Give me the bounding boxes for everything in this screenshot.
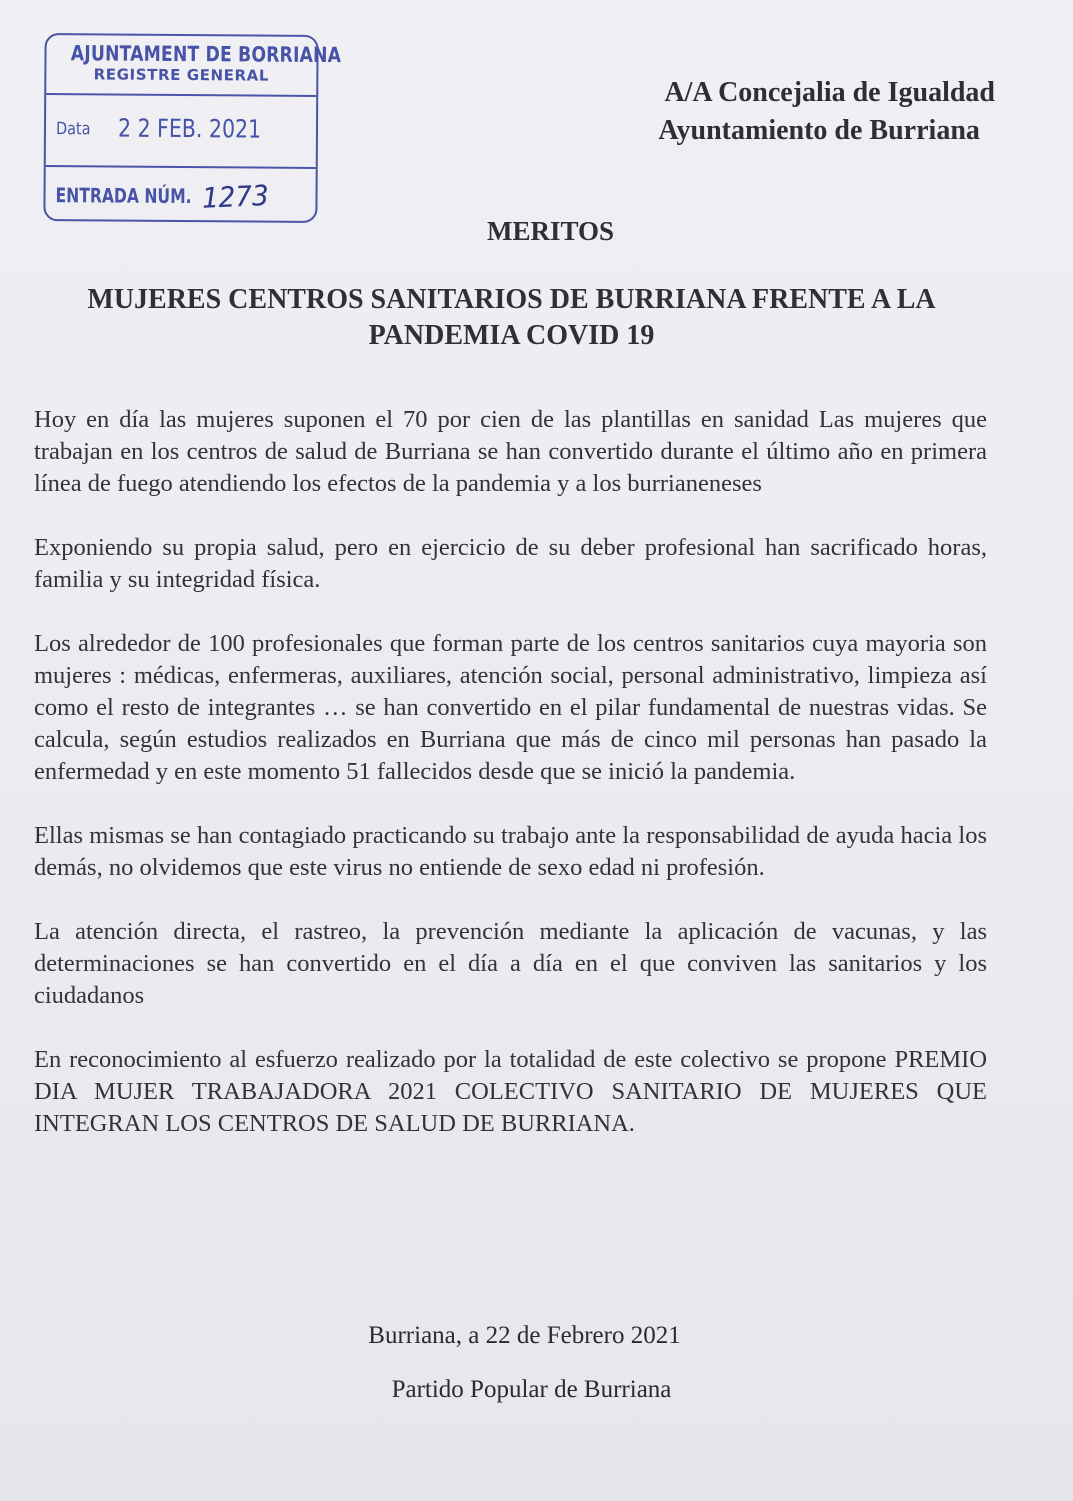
stamp-entry-number: 1273 [200, 178, 270, 215]
subtitle-line: MUJERES CENTROS SANITARIOS DE BURRIANA FRENTE A LA [87, 284, 936, 315]
recipient-line: A/A Concejalia de Igualdad [664, 77, 995, 108]
award-name: PREMIO DIA MUJER TRABAJADORA 2021 COLECTIVO SANITARIO DE MUJERES QUE INTEGRAN LOS CENTROS DE SALUD DE BURRIANA. [34, 1046, 988, 1137]
registry-stamp [43, 33, 342, 223]
stamp-divider [46, 93, 316, 97]
body-paragraph: Los alrededor de 100 profesionales que forman parte de los centros sanitarios cuya mayoria son mujeres : médicas, enfermeras, auxiliares, atención social, personal administrativo, limpieza así como el resto de integrantes … se han convertido en el pilar fundamental de nuestras vidas. Se calcula, según estudios realizados en Burriana que más de cinco mil personas han pasado la enfermedad y en este momento 51 fallecidos desde que se inició la pandemia. [34, 630, 987, 785]
subtitle-line: PANDEMIA COVID 19 [368, 320, 655, 351]
place-date: Burriana, a 22 de Febrero 2021 [368, 1322, 681, 1349]
closing-block [0, 1322, 1073, 1404]
stamp-registry: REGISTRE GENERAL [93, 65, 270, 85]
stamp-header [46, 41, 342, 85]
document-title: MERITOS [486, 216, 615, 246]
body-paragraph: Hoy en día las mujeres suponen el 70 por cien de las plantillas en sanidad Las mujeres que trabajan en los centros de salud de Burriana se han convertido durante el último año en primera línea de fuego atendiendo los efectos de la pandemia y a los burrianeneses [34, 406, 987, 497]
recipient-line: Ayuntamiento de Burriana [658, 115, 980, 146]
stamp-date-label: Data [55, 119, 91, 140]
stamp-date-value: 2 2 FEB. 2021 [117, 113, 262, 144]
recipient-block [658, 74, 995, 150]
proposal-paragraph [34, 1044, 987, 1140]
stamp-divider [46, 165, 316, 169]
signature: Partido Popular de Burriana [391, 1376, 672, 1403]
stamp-entry-label: ENTRADA NÚM. [55, 183, 192, 209]
stamp-organization: AJUNTAMENT DE BORRIANA [70, 41, 342, 68]
body-paragraph: La atención directa, el rastreo, la prevención mediante la aplicación de vacunas, y las determinaciones se han convertido en el día a día en el que conviven las sanitarios y los ciudadanos [34, 918, 987, 1009]
body-paragraph: Exponiendo su propia salud, pero en ejercicio de su deber profesional han sacrificado horas, familia y su integridad física. [34, 534, 987, 593]
document-body [34, 404, 987, 1172]
proposal-intro: En reconocimiento al esfuerzo realizado por la totalidad de este colectivo se propone [34, 1046, 887, 1073]
body-paragraph: Ellas mismas se han contagiado practicando su trabajo ante la responsabilidad de ayuda hacia los demás, no olvidemos que este virus no entiende de sexo edad ni profesión. [34, 822, 987, 881]
document-subtitle [60, 282, 963, 354]
